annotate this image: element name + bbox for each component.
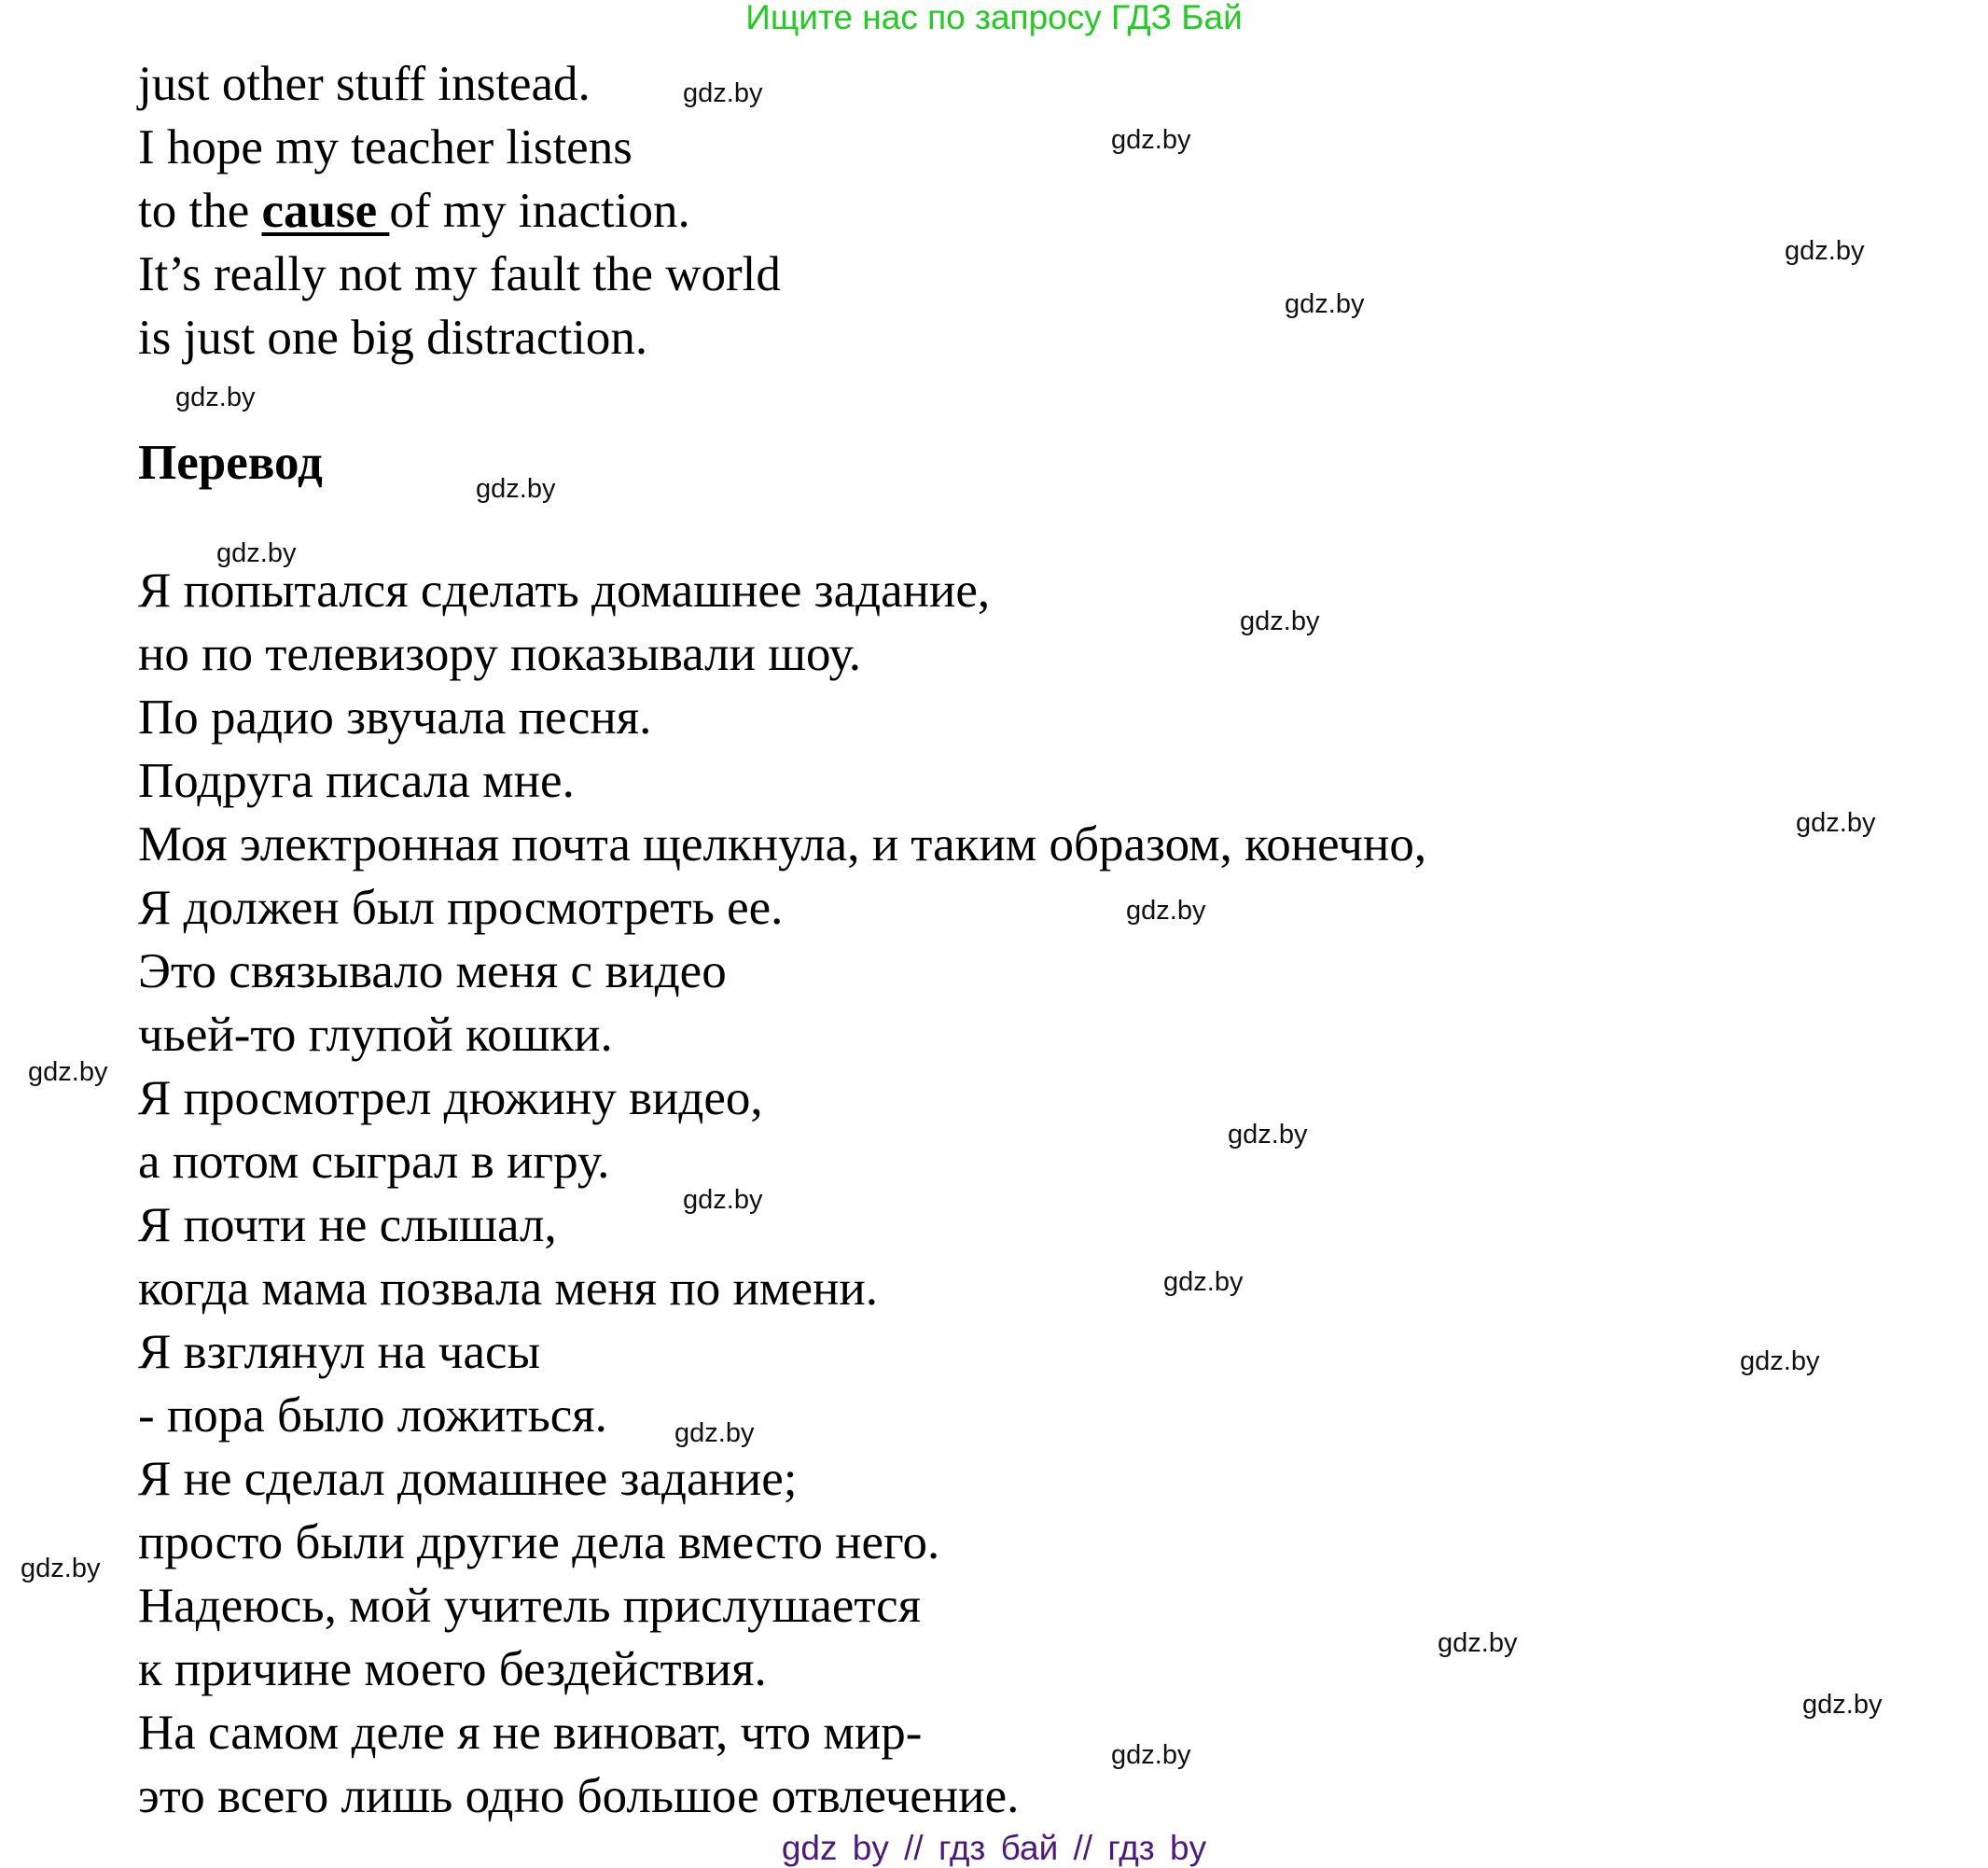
translation-line: Это связывало меня с видео (138, 944, 727, 998)
poem-text: to the (138, 184, 262, 238)
watermark: gdz.by (1111, 1740, 1191, 1770)
translation-line: Я должен был просмотреть ее. (138, 881, 784, 935)
watermark: gdz.by (1126, 896, 1206, 926)
watermark: gdz.by (674, 1418, 755, 1448)
poem-line: is just one big distraction. (138, 311, 648, 365)
section-heading: Перевод (138, 436, 323, 490)
translation-line: Я не сделал домашнее задание; (138, 1452, 798, 1506)
translation-line: Я попытался сделать домашнее задание, (138, 564, 991, 618)
translation-line: Я взглянул на часы (138, 1325, 541, 1379)
translation-line: это всего лишь одно большое отвлечение. (138, 1769, 1020, 1823)
translation-line: На самом деле я не виноват, что мир- (138, 1706, 923, 1760)
highlighted-word: cause (261, 184, 390, 238)
watermark: gdz.by (216, 538, 297, 568)
watermark: gdz.by (1240, 606, 1320, 636)
watermark: gdz.by (1740, 1346, 1820, 1376)
site-footer: gdz by // гдз бай // гдз by (781, 1829, 1207, 1867)
translation-line: - пора было ложиться. (138, 1388, 607, 1443)
translation-line: а потом сыграл в игру. (138, 1135, 610, 1189)
watermark: gdz.by (683, 1185, 763, 1215)
translation-line: просто были другие дела вместо него. (138, 1515, 940, 1569)
poem-line (138, 183, 690, 239)
watermark: gdz.by (1163, 1267, 1244, 1297)
watermark: gdz.by (476, 474, 556, 504)
site-banner: Ищите нас по запросу ГДЗ Бай (745, 0, 1243, 36)
poem-text: of my inaction. (389, 184, 690, 238)
translation-line: Подруга писала мне. (138, 754, 575, 808)
translation-line: к причине моего бездействия. (138, 1642, 767, 1696)
translation-line: чьей-то глупой кошки. (138, 1008, 613, 1062)
poem-line: I hope my teacher listens (138, 120, 633, 174)
poem-line: It’s really not my fault the world (138, 247, 781, 301)
watermark: gdz.by (1228, 1120, 1308, 1150)
poem-line: just other stuff instead. (138, 57, 591, 111)
translation-line: Надеюсь, мой учитель прислушается (138, 1579, 922, 1633)
translation-line: но по телевизору показывали шоу. (138, 627, 861, 681)
watermark: gdz.by (175, 383, 256, 412)
watermark: gdz.by (683, 78, 763, 108)
watermark: gdz.by (1796, 808, 1876, 838)
watermark: gdz.by (1802, 1690, 1883, 1720)
watermark: gdz.by (1111, 125, 1191, 155)
translation-line: По радио звучала песня. (138, 690, 652, 745)
translation-line: Я просмотрел дюжину видео, (138, 1071, 763, 1125)
watermark: gdz.by (1785, 236, 1865, 266)
translation-line: Моя электронная почта щелкнула, и таким образом, конечно, (138, 817, 1427, 871)
watermark: gdz.by (1438, 1628, 1518, 1658)
watermark: gdz.by (28, 1057, 108, 1087)
watermark: gdz.by (1285, 289, 1365, 319)
translation-line: когда мама позвала меня по имени. (138, 1262, 878, 1316)
watermark: gdz.by (21, 1554, 101, 1583)
translation-line: Я почти не слышал, (138, 1198, 557, 1252)
